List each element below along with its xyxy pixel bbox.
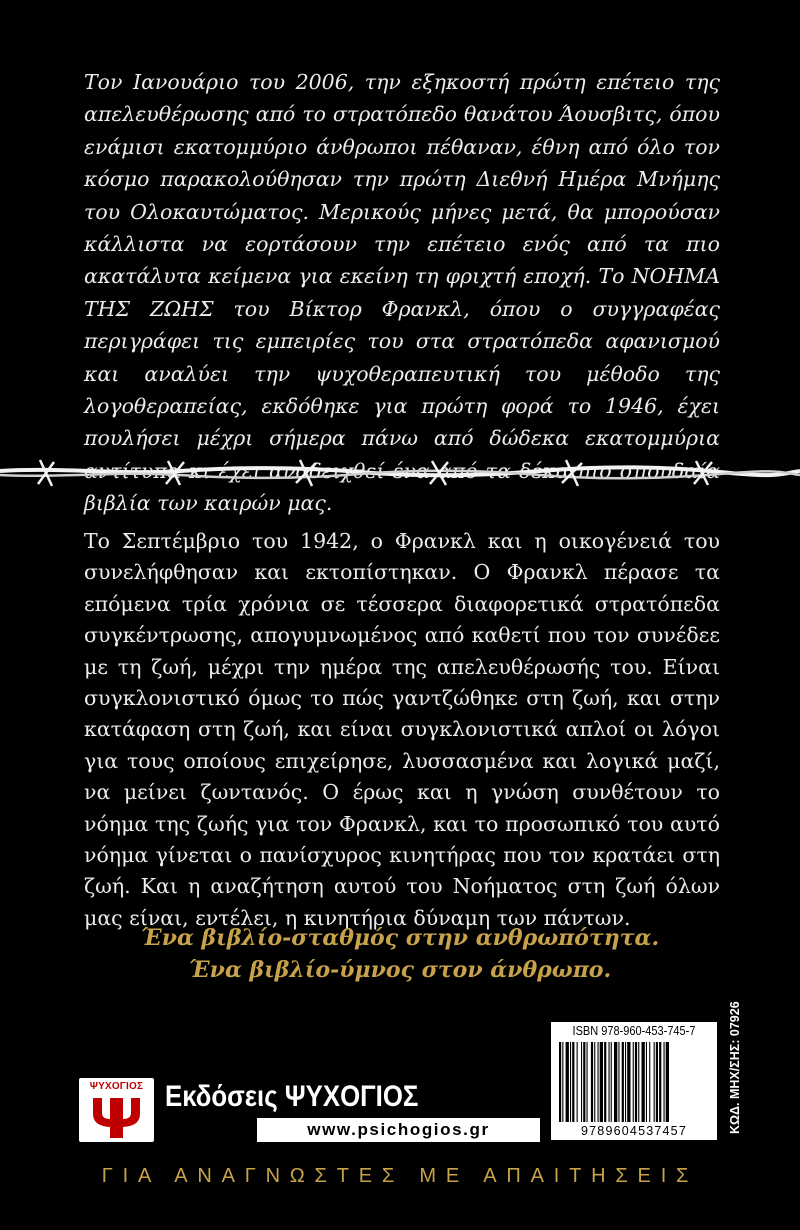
body-paragraph: Το Σεπτέμβριο του 1942, ο Φρανκλ και η οικογένειά του συνελήφθησαν και εκτοπίστηκαν. Ο Φρανκλ πέρασε τα επόμενα τρία χρόνια σε τέσσερα διαφορετικά στρατόπεδα συγκέντρωσης, απογυμνωμένος από καθετί που τον συνέδεε με τη ζωή, μέχρι την ημέρα της απελευθέρωσής του. Είναι συγκλονιστικό όμως το πώς γαντζώθηκε στη ζωή, και στην κατάφαση στη ζωή, και είναι συγκλονιστικά απλοί οι λόγοι για τους οποίους επιχείρησε, λυσσασμένα και λογικά μαζί, να μείνει ζωντανός. Ο έρως και η γνώση συνθέτουν το νόημα της ζωής για τον Φρανκλ, και το προσωπικό του αυτό νόημα γίνεται ο πανίσχυρος κινητήρας που τον κρατάει στη ζωή. Και η αναζήτηση αυτού του Νοήματος στη ζωή όλων μας είναι, εντέλει, η κινητήρια δύναμη των πάντων. (84, 529, 720, 930)
barcode-panel (551, 1022, 717, 1140)
barcode-bar (594, 1042, 595, 1122)
tagline-line-1: Ένα βιβλίο-σταθμός στην ανθρωπότητα. (140, 925, 660, 951)
barcode-bar (649, 1042, 650, 1122)
barcode-bar (642, 1042, 645, 1122)
barcode-bar (635, 1042, 637, 1122)
barcode-bar (611, 1042, 612, 1122)
barcode-bar (633, 1042, 634, 1122)
barcode-bar (604, 1042, 606, 1122)
product-code: ΚΩΔ. ΜΗΧ/ΣΗΣ: 07926 (728, 1001, 742, 1134)
barcode-bar (622, 1042, 624, 1122)
barcode-bar (600, 1042, 603, 1122)
publisher-url: www.psichogios.gr (257, 1118, 540, 1142)
barcode-bar (562, 1042, 563, 1122)
barcode-bar (581, 1042, 582, 1122)
barcode-bar (583, 1042, 585, 1122)
barcode-bar (559, 1042, 561, 1122)
barcode-bar (566, 1042, 569, 1122)
barcode-icon (553, 1042, 715, 1124)
barcode-bar (625, 1042, 626, 1122)
barcode-bar (572, 1042, 574, 1122)
psi-symbol-icon (79, 1078, 154, 1142)
barcode-bar (654, 1042, 655, 1122)
publisher-logo (79, 1078, 490, 1142)
barcode-bar (587, 1042, 588, 1122)
barcode-bar (618, 1042, 619, 1122)
barcode-bar (656, 1042, 658, 1122)
barcode-bar (664, 1042, 665, 1122)
barcode-bar (609, 1042, 610, 1122)
barcode-digits: 9789604537457 (581, 1124, 687, 1138)
barcode-bar (577, 1042, 578, 1122)
intro-paragraph: Τον Ιανουάριο του 2006, την εξηκοστή πρώτη επέτειο της απελευθέρωσης από το στρατόπεδο θανάτου Άουσβιτς, όπου ενάμισι εκατομμύριο άνθρωποι πέθαναν, έθνη από όλο τον κόσμο παρακολούθησαν την πρώτη Διεθνή Ημέρα Μνήμης του Ολοκαυτώματος. Μερικούς μήνες μετά, θα μπορούσαν κάλλιστα να εορτάσουν την επέτειο ενός από τα πιο ακατάλυτα κείμενα για εκείνη τη φριχτή εποχή. Το ΝΟΗΜΑ ΤΗΣ ΖΩΗΣ του Βίκτορ Φρανκλ, όπου ο συγγραφέας περιγράφει τις εμπειρίες του στα στρατόπεδα αφανισμού και αναλύει την ψυχοθεραπευτική του μέθοδο της λογοθεραπείας, εκδόθηκε για πρώτη φορά το 1946, έχει πουλήσει μέχρι σήμερα πάνω από δώδεκα εκατομμύρια αντίτυπα κι έχει αναδειχθεί ένα από τα δέκα πιο σπουδαία βιβλία των καιρών μας. (84, 70, 720, 516)
barcode-bar (659, 1042, 661, 1122)
logo-mark-text: ΨΥΧΟΓΙΟΣ (89, 1081, 144, 1092)
tagline (0, 922, 800, 986)
barcode-bar (646, 1042, 647, 1122)
barcode-bar (627, 1042, 630, 1122)
barcode-bar (638, 1042, 639, 1122)
barcode-bar (614, 1042, 617, 1122)
barbed-wire-divider (0, 452, 800, 494)
isbn-text: ISBN 978-960-453-745-7 (572, 1024, 696, 1038)
psi-logo-icon (79, 1078, 154, 1142)
barcode-bar (570, 1042, 571, 1122)
barcode-bar (591, 1042, 593, 1122)
publisher-name: Εκδόσεις ΨΥΧΟΓΙΟΣ (165, 1080, 419, 1113)
barcode-bar (598, 1042, 599, 1122)
tagline-line-2: Ένα βιβλίο-ύμνος στον άνθρωπο. (188, 957, 612, 983)
barcode-bar (666, 1042, 669, 1122)
publisher-slogan: ΓΙΑ ΑΝΑΓΝΩΣΤΕΣ ΜΕ ΑΠΑΙΤΗΣΕΙΣ (101, 1165, 699, 1187)
